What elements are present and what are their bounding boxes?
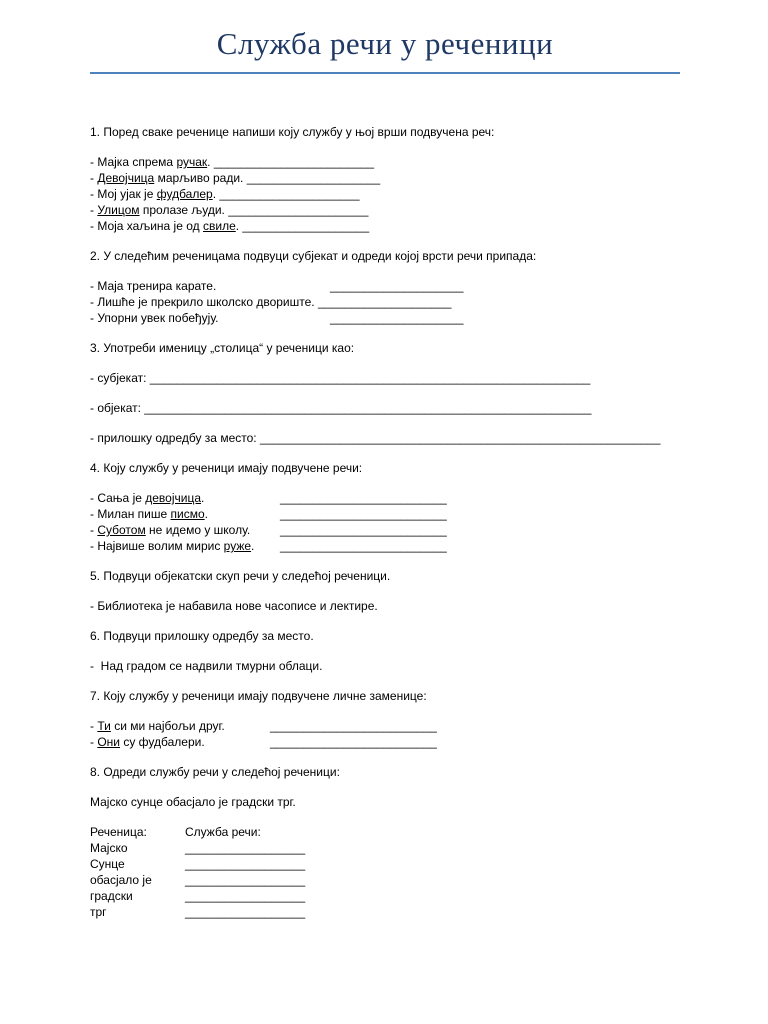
text-segment: - Мајка спрема xyxy=(90,155,177,169)
worksheet-line xyxy=(90,218,680,234)
worksheet-line xyxy=(90,538,680,554)
exercise-prompt: 5. Подвуци објекатски скуп речи у следећој реченици. xyxy=(90,569,391,583)
text-segment: не идемо у школу. _________________________ xyxy=(145,523,447,537)
text-segment: . _________________________ xyxy=(251,539,447,553)
text-segment: - Упорни увек побеђују. ____________________ xyxy=(90,311,464,325)
worksheet-line xyxy=(90,872,680,888)
text-segment: Сунце __________________ xyxy=(90,857,306,871)
worksheet-line xyxy=(90,824,680,840)
text-segment: - xyxy=(90,171,98,185)
text-segment: обасјало је __________________ xyxy=(90,873,306,887)
text-segment: - објекат: ___________________________________________________________________ xyxy=(90,401,592,415)
worksheet-line xyxy=(90,430,680,446)
underlined-word: Суботом xyxy=(97,523,146,537)
text-segment: Мајско __________________ xyxy=(90,841,306,855)
exercise-prompt: 2. У следећим реченицама подвуци субјекат и одреди којој врсти речи припада: xyxy=(90,249,537,263)
text-segment: - Сања је xyxy=(90,491,146,505)
exercise-prompt: 8. Одреди службу речи у следећој реченици: xyxy=(90,765,340,779)
worksheet-line xyxy=(90,400,680,416)
text-segment: - xyxy=(90,203,98,217)
text-segment: градски __________________ xyxy=(90,889,306,903)
title-rule xyxy=(90,72,680,74)
exercise-prompt: 1. Поред сваке реченице напиши коју службу у њој врши подвучена реч: xyxy=(90,125,495,139)
underlined-word: руже xyxy=(223,539,252,553)
underlined-word: Девојчица xyxy=(97,171,155,185)
underlined-word: Ти xyxy=(97,719,111,733)
underlined-word: Они xyxy=(97,735,121,749)
worksheet-line xyxy=(90,794,680,810)
text-segment: - xyxy=(90,735,98,749)
worksheet-line xyxy=(90,522,680,538)
exercise xyxy=(90,568,680,614)
exercise-prompt: 7. Коју службу у реченици имају подвучене личне заменице: xyxy=(90,689,427,703)
worksheet-line xyxy=(90,718,680,734)
exercise xyxy=(90,124,680,234)
text-segment: пролазе људи. _____________________ xyxy=(139,203,369,217)
worksheet-line xyxy=(90,154,680,170)
worksheet-line xyxy=(90,904,680,920)
worksheet-line xyxy=(90,598,680,614)
text-segment: - Моја хаљина је од xyxy=(90,219,203,233)
text-segment: Мајско сунце обасјало је градски трг. xyxy=(90,795,296,809)
worksheet-line xyxy=(90,734,680,750)
worksheet-line xyxy=(90,506,680,522)
worksheet-line xyxy=(90,310,680,326)
underlined-word: фудбалер xyxy=(156,187,213,201)
underlined-word: Улицом xyxy=(97,203,140,217)
text-segment: . ___________________ xyxy=(235,219,370,233)
text-segment: . _________________________ xyxy=(204,507,447,521)
text-segment: - Лишће је прекрило школско двориште. ____________________ xyxy=(90,295,452,309)
text-segment: . _________________________ xyxy=(201,491,447,505)
text-segment: - Мој ујак је xyxy=(90,187,157,201)
worksheet-line xyxy=(90,856,680,872)
underlined-word: ручак xyxy=(176,155,208,169)
worksheet-line xyxy=(90,658,680,674)
exercise xyxy=(90,688,680,750)
exercise xyxy=(90,340,680,446)
text-segment: - субјекат: __________________________________________________________________ xyxy=(90,371,591,385)
worksheet-line xyxy=(90,490,680,506)
exercise-prompt: 6. Подвуци прилошку одредбу за место. xyxy=(90,629,314,643)
text-segment: - Милан пише xyxy=(90,507,171,521)
exercise-prompt: 3. Употреби именицу „столица“ у реченици као: xyxy=(90,341,355,355)
text-segment: - Највише волим мирис xyxy=(90,539,224,553)
exercise xyxy=(90,460,680,554)
exercise xyxy=(90,628,680,674)
text-segment: . ________________________ xyxy=(207,155,374,169)
exercise-prompt: 4. Коју службу у реченици имају подвучене речи: xyxy=(90,461,363,475)
page-title: Служба речи у реченици xyxy=(216,26,554,61)
worksheet-line xyxy=(90,202,680,218)
text-segment: трг __________________ xyxy=(90,905,306,919)
text-segment: - Над градом се надвили тмурни облаци. xyxy=(90,659,323,673)
text-segment: Реченица: Служба речи: xyxy=(90,825,261,839)
text-segment: си ми најбољи друг. _________________________ xyxy=(110,719,437,733)
exercises-container xyxy=(90,124,680,920)
worksheet-line xyxy=(90,170,680,186)
worksheet-line xyxy=(90,888,680,904)
exercise xyxy=(90,764,680,920)
text-segment: - xyxy=(90,523,98,537)
worksheet-line xyxy=(90,186,680,202)
worksheet-line xyxy=(90,294,680,310)
text-segment: - Маја тренира карате. ____________________ xyxy=(90,279,464,293)
text-segment: су фудбалери. _________________________ xyxy=(120,735,437,749)
exercise xyxy=(90,248,680,326)
worksheet-line xyxy=(90,370,680,386)
underlined-word: свиле xyxy=(202,219,236,233)
worksheet-line xyxy=(90,278,680,294)
underlined-word: писмо xyxy=(170,507,205,521)
underlined-word: девојчица xyxy=(145,491,202,505)
text-segment: - Библиотека је набавила нове часописе и лектире. xyxy=(90,599,378,613)
text-segment: . _____________________ xyxy=(212,187,360,201)
text-segment: марљиво ради. ____________________ xyxy=(154,171,381,185)
worksheet-line xyxy=(90,840,680,856)
text-segment: - прилошку одредбу за место: ____________________________________________________________ xyxy=(90,431,661,445)
text-segment: - xyxy=(90,719,98,733)
